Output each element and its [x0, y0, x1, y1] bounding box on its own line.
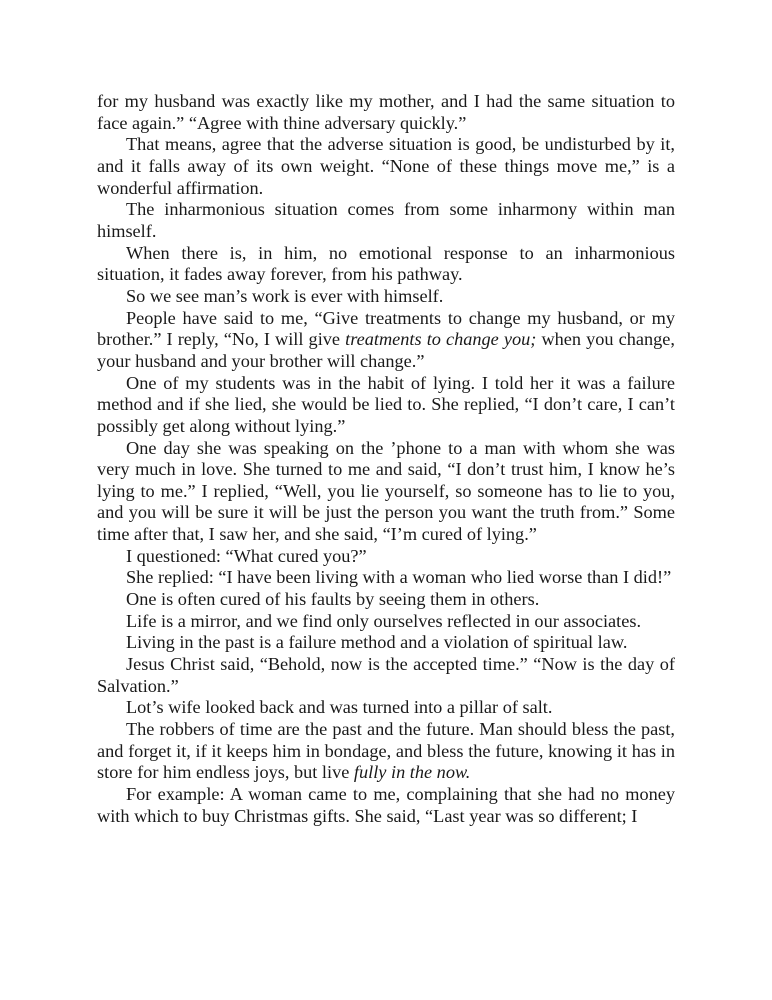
paragraph	[97, 308, 675, 373]
paragraph-text: The inharmonious situation comes from some inharmony within man himself.	[97, 199, 675, 241]
paragraph	[97, 546, 675, 568]
body-text	[97, 91, 675, 827]
paragraph	[97, 611, 675, 633]
paragraph	[97, 438, 675, 546]
paragraph	[97, 373, 675, 438]
paragraph-text: The robbers of time are the past and the future. Man should bless the past, and forget it, if it keeps him in bondage, and bless the future, knowing it has in store for him endless joys, but live	[97, 719, 675, 783]
paragraph	[97, 286, 675, 308]
paragraph	[97, 654, 675, 697]
paragraph-text: I questioned: “What cured you?”	[126, 545, 367, 566]
paragraph-text: That means, agree that the adverse situation is good, be undisturbed by it, and it falls away of its own weight. “None of these things move me,” is a wonderful affirmation.	[97, 134, 675, 198]
paragraph-text: Living in the past is a failure method and a violation of spiritual law.	[126, 632, 628, 653]
italic-text: fully in the now.	[353, 762, 471, 783]
paragraph	[97, 784, 675, 827]
paragraph-text: So we see man’s work is ever with himself.	[126, 285, 444, 306]
paragraph-text: She replied: “I have been living with a woman who lied worse than I did!”	[126, 567, 672, 588]
paragraph-text: Lot’s wife looked back and was turned into a pillar of salt.	[126, 697, 553, 718]
paragraph	[97, 632, 675, 654]
paragraph-text: One of my students was in the habit of lying. I told her it was a failure method and if she lied, she would be lied to. She replied, “I don’t care, I can’t possibly get along without lying.”	[97, 372, 675, 436]
italic-text: treatments to change you;	[345, 329, 537, 350]
paragraph	[97, 719, 675, 784]
paragraph-text: When there is, in him, no emotional response to an inharmonious situation, it fades away forever, from his pathway.	[97, 242, 675, 285]
paragraph	[97, 567, 675, 589]
paragraph-text: Jesus Christ said, “Behold, now is the accepted time.” “Now is the day of Salvation.”	[97, 654, 675, 696]
paragraph	[97, 91, 675, 134]
paragraph	[97, 589, 675, 611]
document-page	[97, 91, 675, 827]
paragraph-text: for my husband was exactly like my mother, and I had the same situation to face again.” “Agree with thine adversary quickly.”	[97, 91, 675, 133]
paragraph	[97, 243, 675, 286]
paragraph-text: One day she was speaking on the ’phone to a man with whom she was very much in love. She turned to me and said, “I don’t trust him, I know he’s lying to me.” I replied, “Well, you lie yourself, so someone has to lie to you, and you will be sure it will be just the person you want the truth from.” Some time after that, I saw her, and she said, “I’m cured of lying.”	[97, 437, 675, 545]
paragraph-text: One is often cured of his faults by seeing them in others.	[126, 589, 540, 610]
paragraph-text: For example: A woman came to me, complaining that she had no money with which to buy Christmas gifts. She said, “Last year was so different; I	[97, 784, 675, 826]
paragraph-text: when you change, your husband and your brother will change.”	[97, 329, 675, 371]
paragraph	[97, 697, 675, 719]
paragraph-text: People have said to me, “Give treatments to change my husband, or my brother.” I reply, “No, I will give	[97, 307, 675, 350]
paragraph-text: Life is a mirror, and we find only ourselves reflected in our associates.	[126, 610, 642, 631]
paragraph	[97, 134, 675, 199]
paragraph	[97, 199, 675, 242]
